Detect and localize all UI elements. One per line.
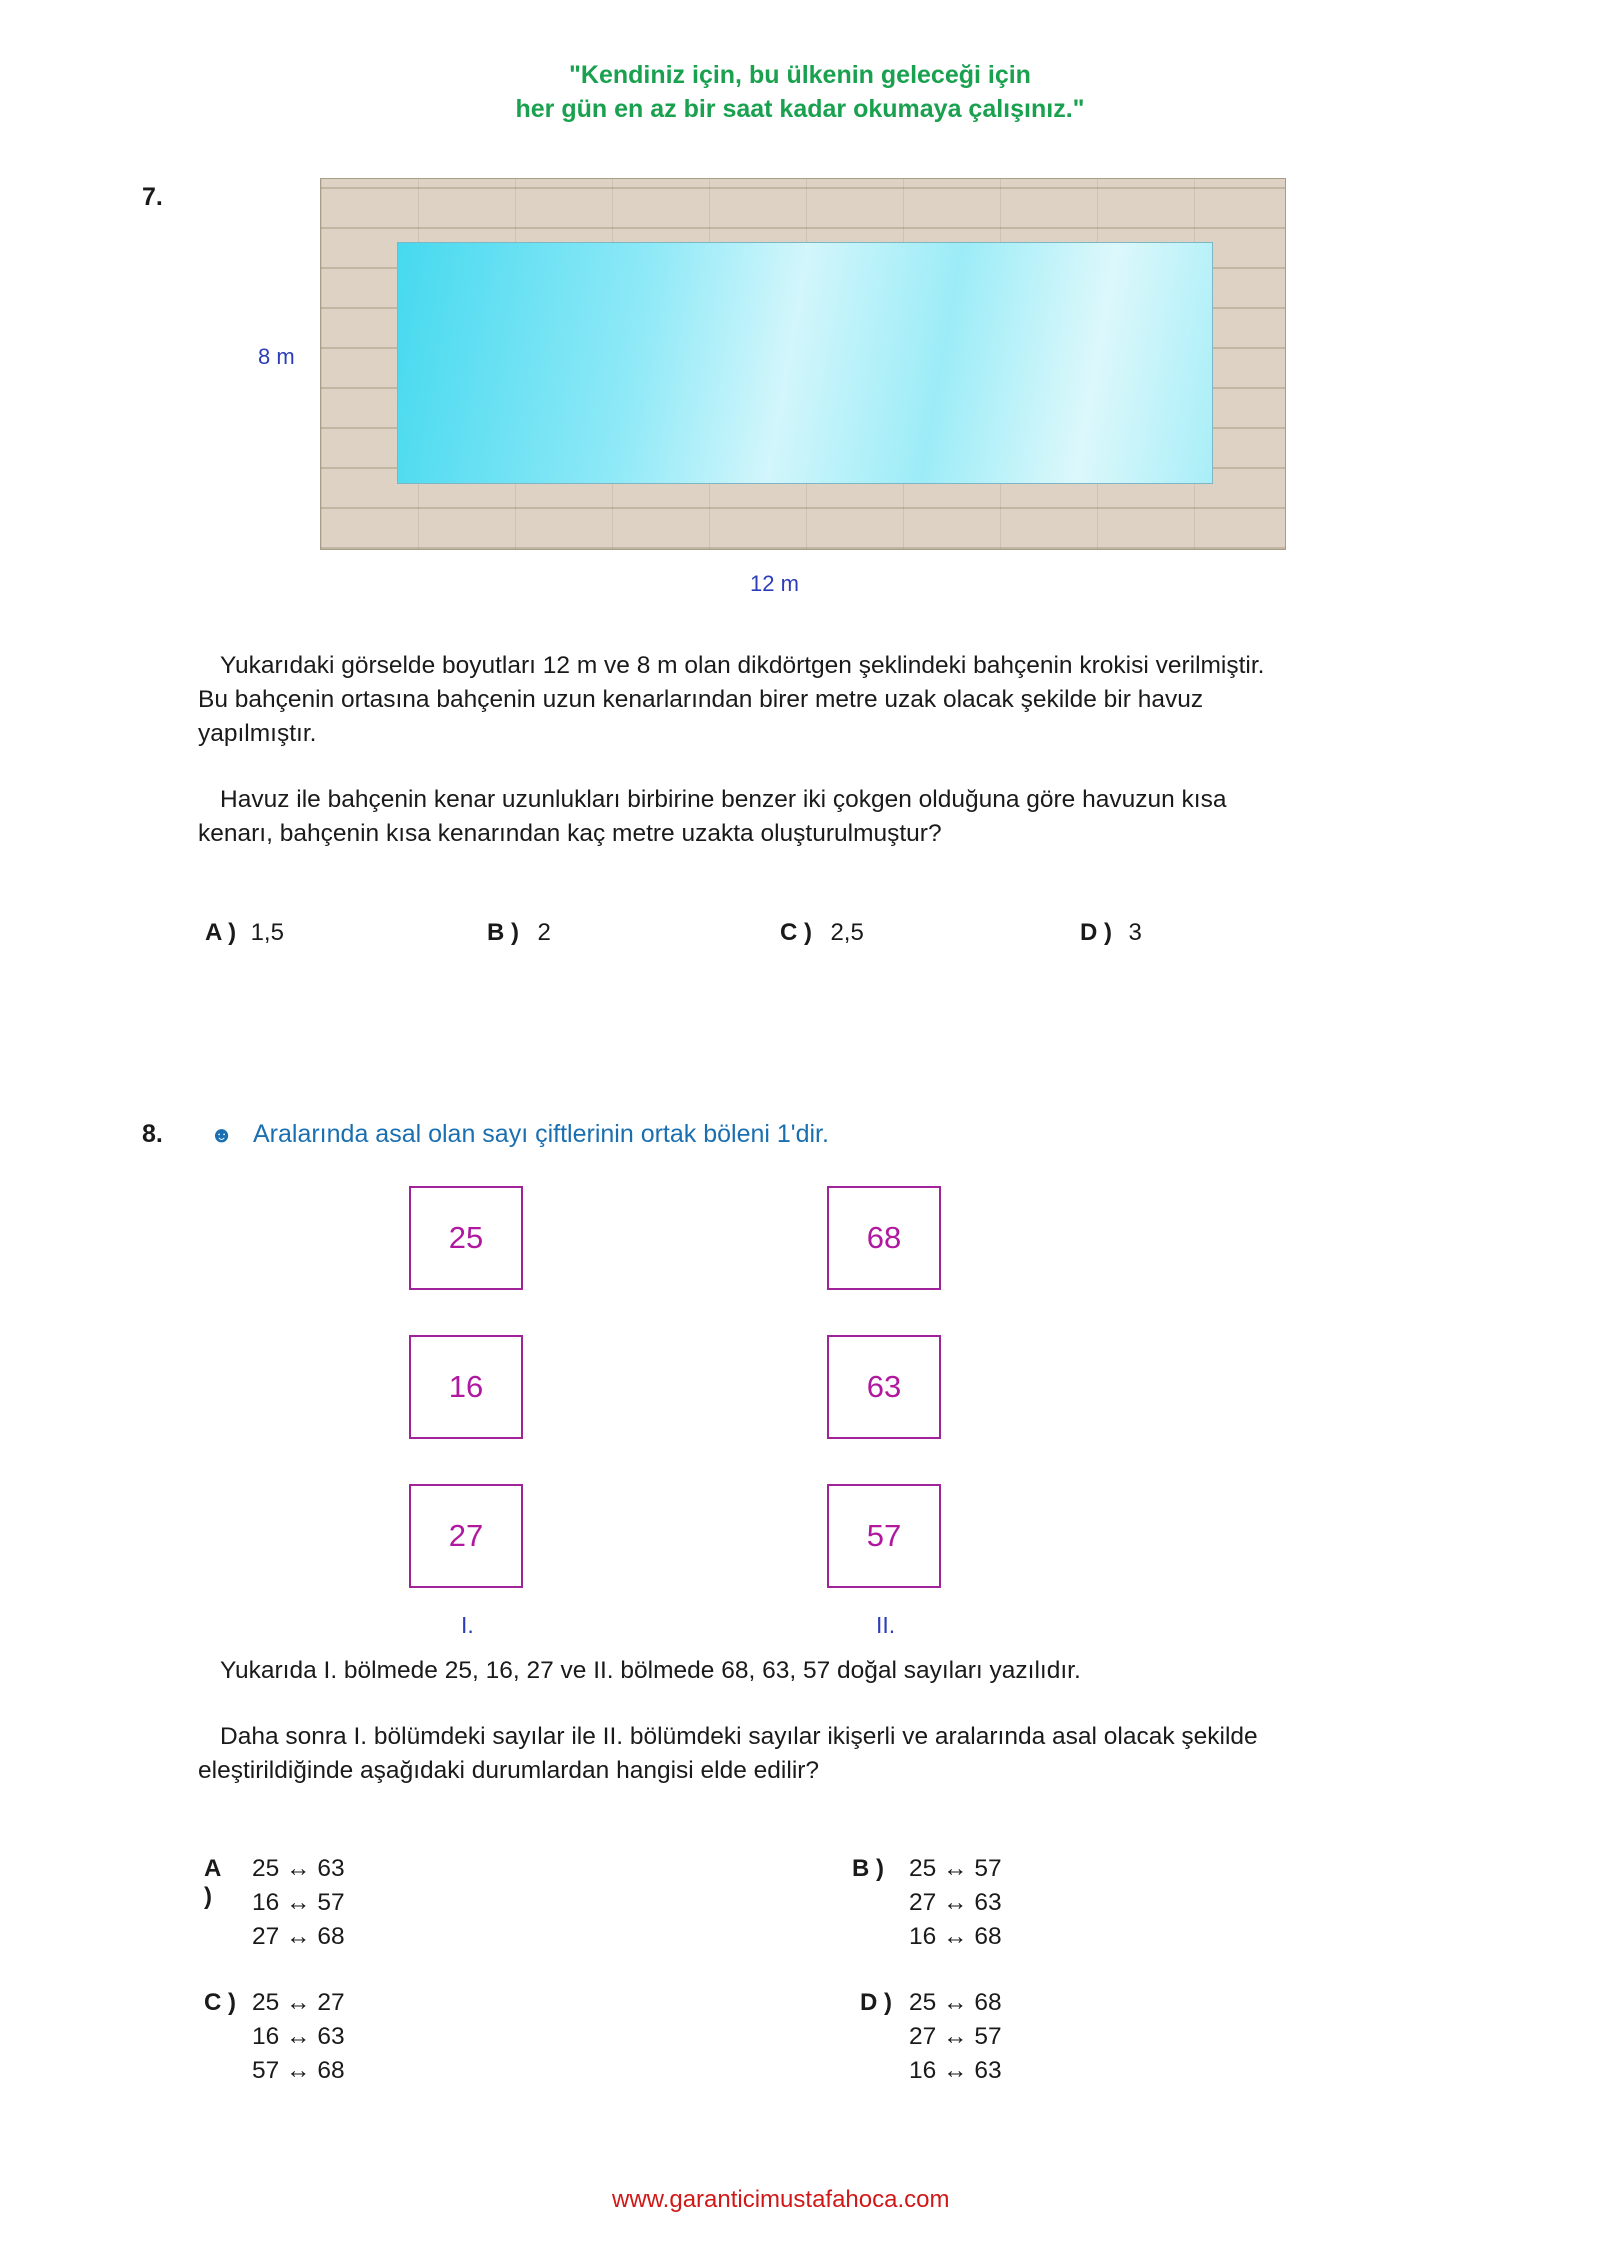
option-value: 2,5 bbox=[830, 919, 864, 946]
group-2-number-box: 68 bbox=[827, 1186, 941, 1290]
question-8-number: 8. bbox=[142, 1120, 163, 1148]
q7-paragraph-1-line-3: yapılmıştır. bbox=[198, 720, 317, 747]
option-value: 1,5 bbox=[250, 919, 284, 946]
option-letter: B ) bbox=[487, 919, 519, 946]
q8-paragraph-2-line-2: eleştirildiğinde aşağıdaki durumlardan hangisi elde edilir? bbox=[198, 1757, 820, 1784]
option-letter: D ) bbox=[1080, 919, 1112, 946]
option-letter: C ) bbox=[204, 1989, 236, 2016]
garden-height-label: 8 m bbox=[258, 344, 295, 369]
q8-tip-text: Aralarında asal olan sayı çiftlerinin ortak böleni 1'dir. bbox=[253, 1120, 829, 1148]
q7-option-b[interactable] bbox=[487, 919, 551, 947]
option-pair: 27 ↔ 63 bbox=[909, 1889, 1002, 1916]
group-1-number-box: 16 bbox=[409, 1335, 523, 1439]
q7-paragraph-1-line-1: Yukarıdaki görselde boyutları 12 m ve 8 m olan dikdörtgen şeklindeki bahçenin krokisi verilmiştir. bbox=[220, 652, 1265, 679]
garden-width-label: 12 m bbox=[750, 571, 799, 596]
option-value: 3 bbox=[1128, 919, 1142, 946]
q7-paragraph-1-line-2: Bu bahçenin ortasına bahçenin uzun kenarlarından birer metre uzak olacak şekilde bir havuz bbox=[198, 686, 1204, 713]
option-pair: 16 ↔ 68 bbox=[909, 1923, 1002, 1950]
option-pair: 25 ↔ 27 bbox=[252, 1989, 345, 2016]
option-pair: 57 ↔ 68 bbox=[252, 2057, 345, 2084]
option-pair: 25 ↔ 57 bbox=[909, 1855, 1002, 1882]
option-pair: 27 ↔ 68 bbox=[252, 1923, 345, 1950]
group-2-label: II. bbox=[876, 1612, 896, 1638]
q8-paragraph-2-line-1: Daha sonra I. bölümdeki sayılar ile II. bölümdeki sayılar ikişerli ve aralarında asal olacak şekilde bbox=[220, 1723, 1258, 1750]
q7-option-c[interactable] bbox=[780, 919, 864, 947]
question-7-number: 7. bbox=[142, 183, 163, 211]
q8-paragraph-1: Yukarıda I. bölmede 25, 16, 27 ve II. bölmede 68, 63, 57 doğal sayıları yazılıdır. bbox=[220, 1657, 1081, 1684]
q7-paragraph-2-line-2: kenarı, bahçenin kısa kenarından kaç metre uzakta oluşturulmuştur? bbox=[198, 820, 942, 847]
q7-option-a[interactable] bbox=[205, 919, 284, 947]
group-2-number-box: 57 bbox=[827, 1484, 941, 1588]
option-pair: 16 ↔ 63 bbox=[252, 2023, 345, 2050]
option-pair: 25 ↔ 63 bbox=[252, 1855, 345, 1882]
option-letter: A ) bbox=[205, 919, 237, 946]
option-pair: 16 ↔ 57 bbox=[252, 1889, 345, 1916]
group-1-label: I. bbox=[461, 1612, 474, 1638]
option-value: 2 bbox=[537, 919, 551, 946]
quote-line-2: her gün en az bir saat kadar okumaya çalışınız." bbox=[515, 95, 1085, 123]
option-letter: C ) bbox=[780, 919, 812, 946]
option-pair: 25 ↔ 68 bbox=[909, 1989, 1002, 2016]
group-1-number-box: 25 bbox=[409, 1186, 523, 1290]
footer-url[interactable]: www.garanticimustafahoca.com bbox=[612, 2186, 950, 2213]
option-letter: D ) bbox=[860, 1989, 892, 2016]
smiley-icon: ☻ bbox=[210, 1122, 234, 1147]
option-letter: B ) bbox=[852, 1855, 884, 1882]
q7-option-d[interactable] bbox=[1080, 919, 1142, 947]
quote-line-1: "Kendiniz için, bu ülkenin geleceği için bbox=[569, 61, 1031, 89]
q7-paragraph-2-line-1: Havuz ile bahçenin kenar uzunlukları birbirine benzer iki çokgen olduğuna göre havuzun kısa bbox=[220, 786, 1227, 813]
option-pair: 16 ↔ 63 bbox=[909, 2057, 1002, 2084]
group-2-number-box: 63 bbox=[827, 1335, 941, 1439]
group-1-number-box: 27 bbox=[409, 1484, 523, 1588]
pool-figure bbox=[397, 242, 1213, 484]
option-letter: A ) bbox=[204, 1855, 221, 1910]
option-pair: 27 ↔ 57 bbox=[909, 2023, 1002, 2050]
